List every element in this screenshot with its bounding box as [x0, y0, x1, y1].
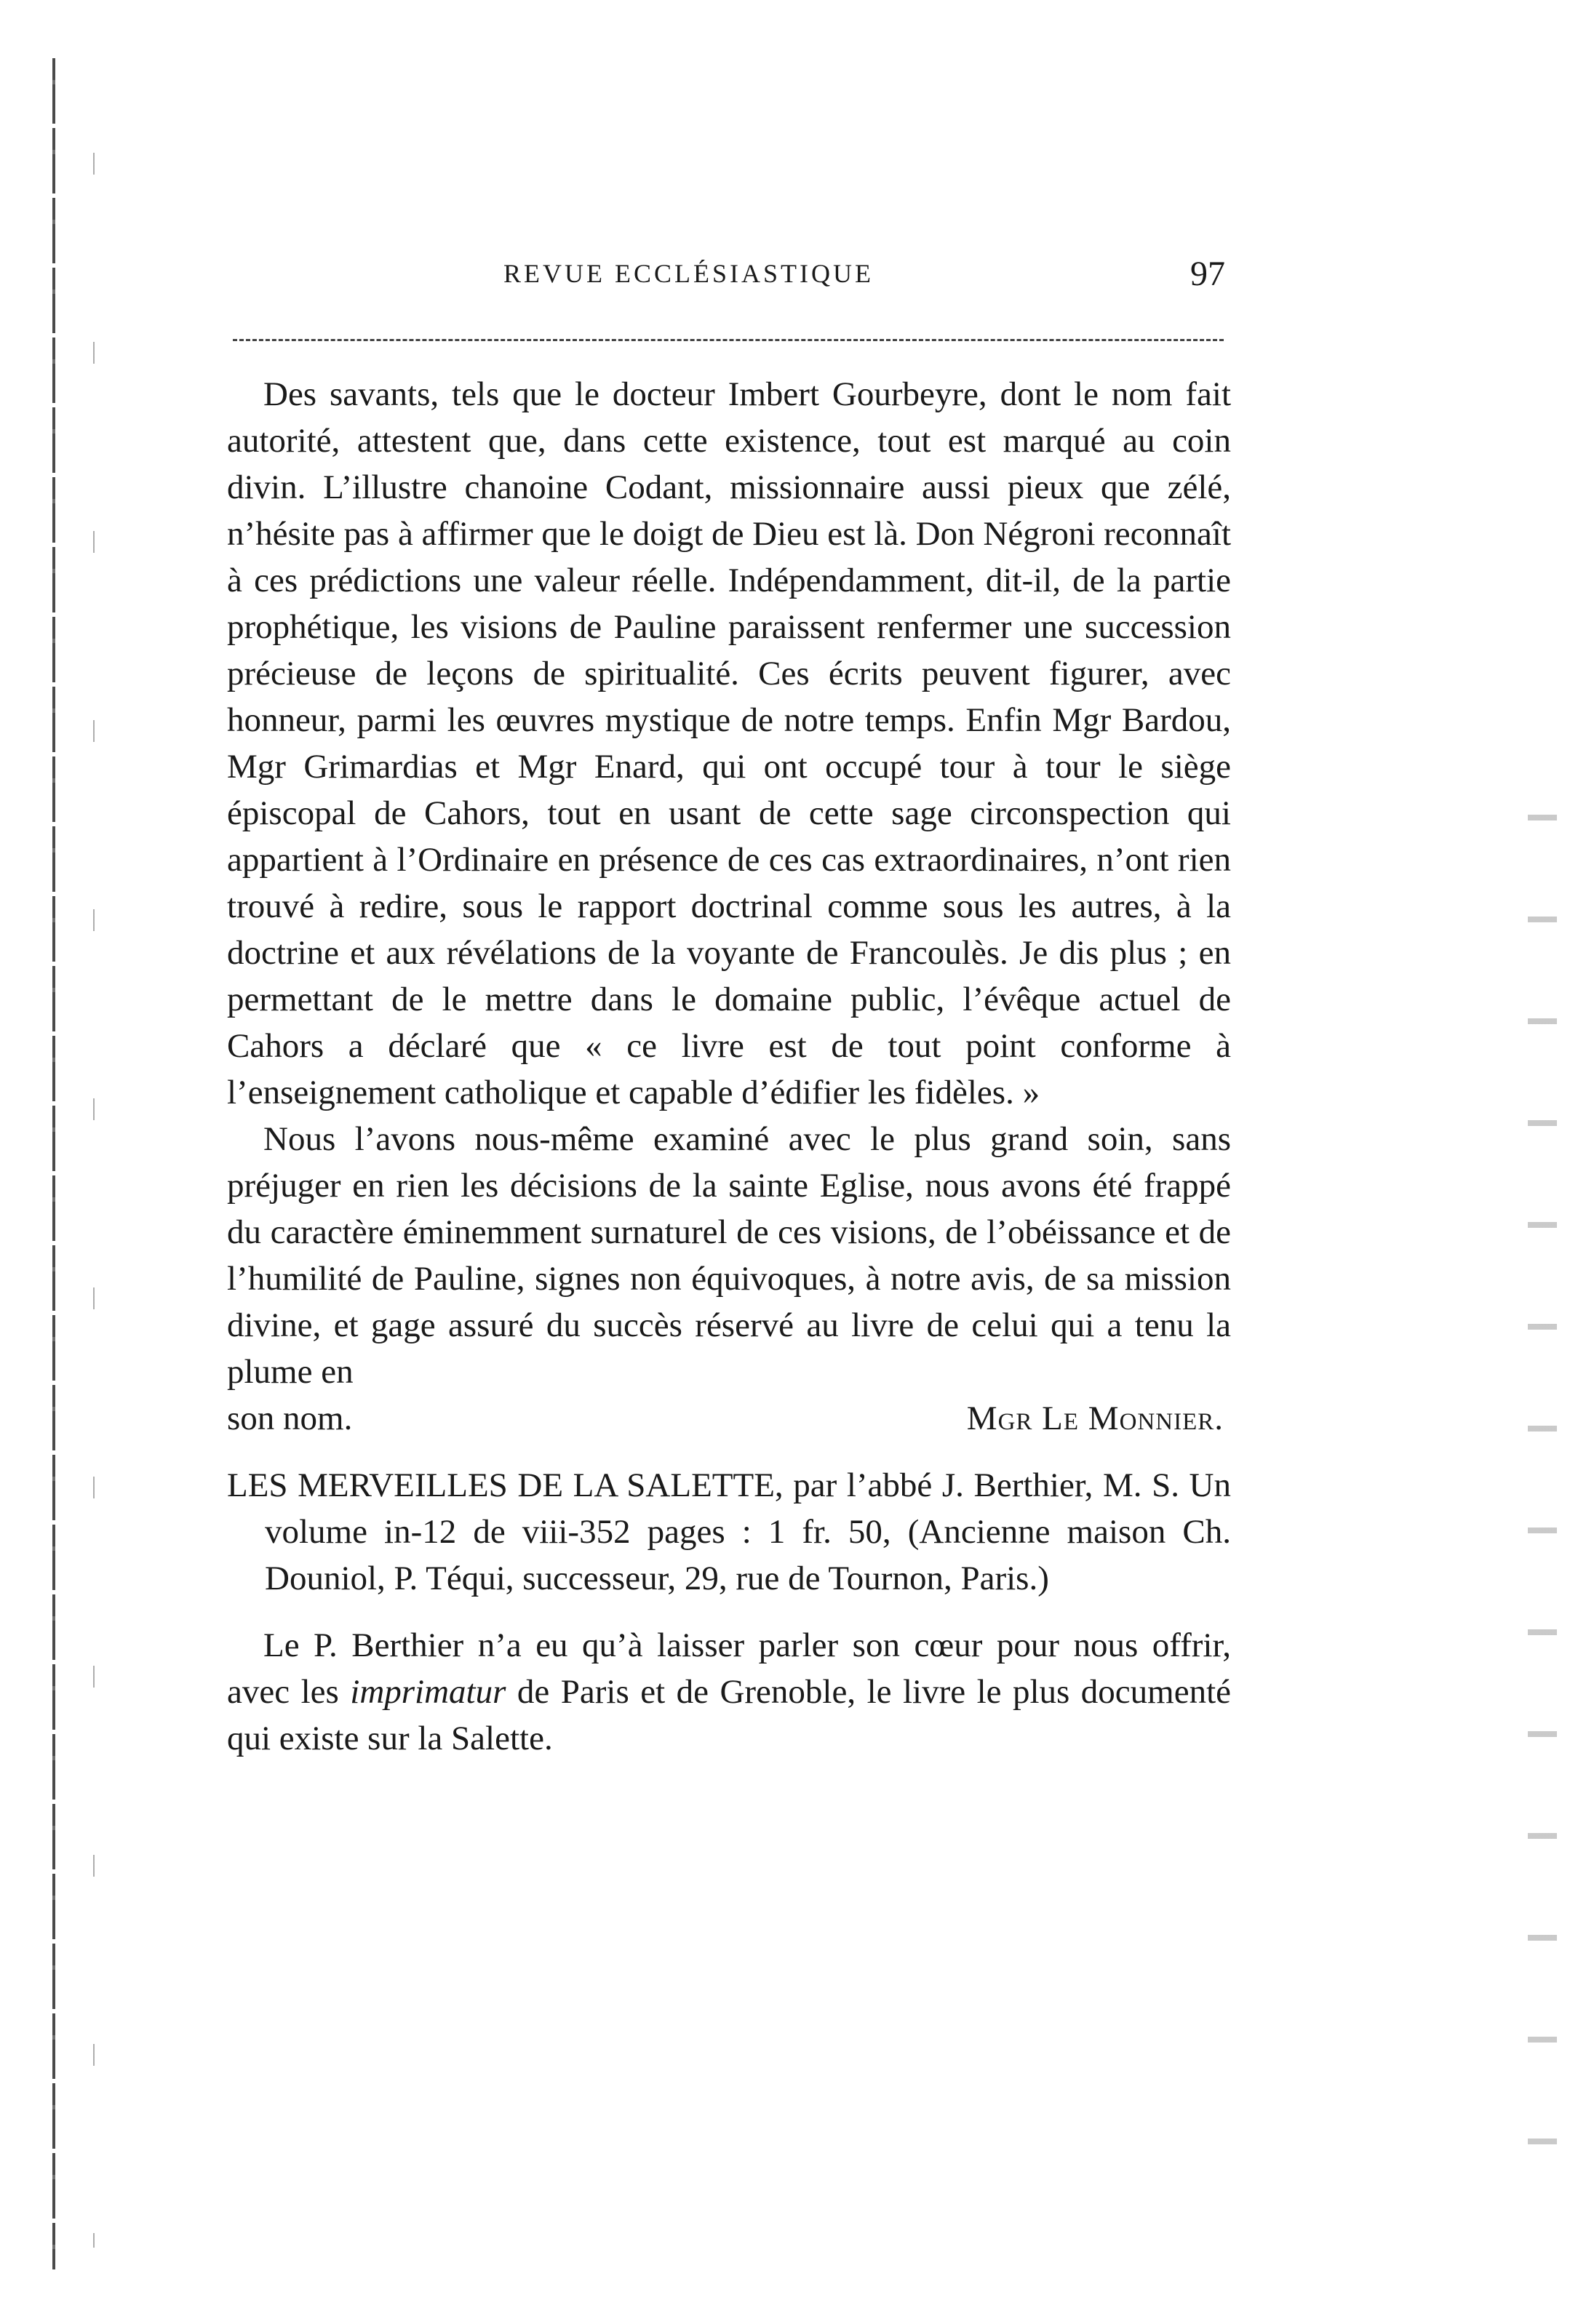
- scan-margin-artifact: [52, 58, 55, 2269]
- bibliographic-entry: [227, 1462, 1231, 1602]
- body-paragraph: Nous l’avons nous-même examiné avec le plus grand soin, sans préjuger en rien les décisions de la sainte Eglise, nous avons été frappé du caractère éminemment surnaturel de ces visions, de l’obéissance et de l’humilité de Pauline, signes non équivoques, à notre avis, de sa mission divine, et gage assuré du succès réservé au livre de celui qui a tenu la plume en: [227, 1120, 1231, 1391]
- signature-line: [227, 1395, 1224, 1442]
- closing-words: son nom.: [227, 1399, 353, 1437]
- running-title: REVUE ECCLÉSIASTIQUE: [503, 259, 874, 288]
- page-number: 97: [1190, 255, 1225, 293]
- paragraph-text: Le P. Berthier n’a eu qu’à laisser parler son cœur pour nous offrir, avec les: [227, 1626, 1231, 1711]
- book-title: LES MERVEILLES DE LA SALETTE,: [227, 1466, 784, 1504]
- book-details: par l’abbé J. Berthier, M. S. Un volume in-12 de viii-352 pages : 1 fr. 50, (Ancienne maison Ch. Douniol, P. Téqui, successeur, 29, rue de Tournon, Paris.): [265, 1466, 1231, 1597]
- paragraph-text: de Paris et de Grenoble, le livre le plus documenté qui existe sur la Salette.: [227, 1673, 1232, 1757]
- scan-margin-artifact: [1528, 764, 1557, 2146]
- body-paragraph: Des savants, tels que le docteur Imbert Gourbeyre, dont le nom fait autorité, attestent que, dans cette existence, tout est marqué au coin divin. L’illustre chanoine Codant, missionnaire aussi pieux que zélé, n’hésite pas à affirmer que le doigt de Dieu est là. Don Négroni reconnaît à ces prédictions une valeur réelle. Indépendamment, dit-il, de la partie prophétique, les visions de Pauline paraissent renfermer une succession précieuse de leçons de spiritualité. Ces écrits peuvent figurer, avec honneur, parmi les œuvres mystique de notre temps. Enfin Mgr Bardou, Mgr Grimardias et Mgr Enard, qui ont occupé tour à tour le siège épiscopal de Cahors, tout en usant de cette sage circonspection qui appartient à l’Ordinaire en présence de ces cas extraordinaires, n’ont rien trouvé à redire, sous le rapport doctrinal comme sous les autres, à la doctrine et aux révélations de la voyante de Francoulès. Je dis plus ; en permettant de le mettre dans le domaine public, l’évêque actuel de Cahors a déclaré que « ce livre est de tout point conforme à l’enseignement catholique et capable d’édifier les fidèles. »: [227, 375, 1231, 1111]
- header-rule: [233, 339, 1224, 341]
- body-paragraph: [227, 1622, 1231, 1762]
- italic-term: imprimatur: [350, 1673, 506, 1711]
- page-body: [227, 371, 1231, 1762]
- scan-margin-artifact: [93, 65, 95, 2248]
- page-header: [234, 255, 1225, 302]
- reviewer-signature: Mgr Le Monnier.: [966, 1399, 1224, 1437]
